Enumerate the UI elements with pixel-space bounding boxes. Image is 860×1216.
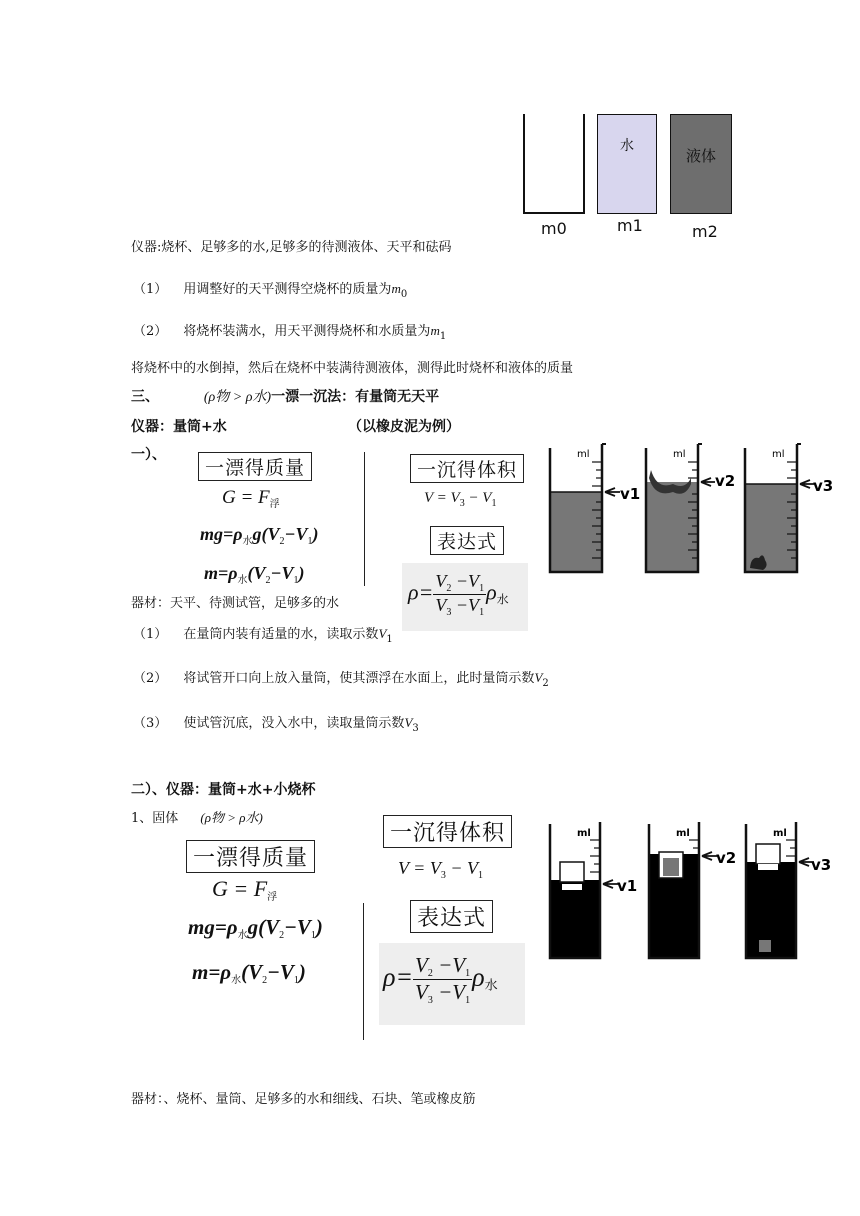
beaker-water xyxy=(597,114,657,214)
sec4-sink-volume-box: 一沉得体积 xyxy=(383,815,512,848)
beaker-liquid xyxy=(670,114,732,214)
step-var: m xyxy=(430,323,440,338)
cylinder-1-ml: ml xyxy=(577,449,590,460)
sec4-density-formula-panel xyxy=(379,943,525,1025)
heading-title: 一漂一沉法：有量筒无天平 xyxy=(271,389,440,405)
formula-g-eq-f: $G = F_浮$ xyxy=(222,487,280,510)
step-number: （2） xyxy=(133,324,168,339)
cylinder-1-water xyxy=(550,492,602,572)
cylinder-c-label: v3 xyxy=(811,856,832,874)
sec4-density-formula: ρ= $\frac{V_2 -V_1}{V_3 -V_1}$ $\rho_水$ xyxy=(383,953,498,1006)
small-beaker-c xyxy=(756,844,780,864)
cylinder-3-ml: ml xyxy=(772,449,785,460)
cylinder-2-ml: ml xyxy=(673,449,686,460)
cylinder-3-label: v3 xyxy=(813,477,834,495)
cylinder-a-ml: ml xyxy=(577,828,591,839)
sec3-step3 xyxy=(133,712,419,734)
step-var: m xyxy=(391,281,401,296)
sec2-step1 xyxy=(133,278,407,300)
cylinder-3-water xyxy=(745,484,797,572)
cylinder-3 xyxy=(745,444,814,572)
sec3-instruments: 仪器：量筒+水 xyxy=(131,419,227,435)
step-text: 使试管沉底，没入水中，读取量筒示数 xyxy=(183,716,405,731)
sec3-step2 xyxy=(133,667,549,689)
label-m1 xyxy=(617,216,643,235)
step-var-sub: 1 xyxy=(439,331,447,342)
sec4-equipment: 器材：、烧杯、量筒、足够多的水和细线、石块、笔或橡皮筋 xyxy=(131,1092,476,1107)
step-var-sub: 0 xyxy=(400,289,408,300)
label-m0-text: m0 xyxy=(541,219,567,238)
cylinder-a xyxy=(550,822,618,958)
cylinder-c xyxy=(746,822,814,958)
expression-box: 表达式 xyxy=(430,526,504,555)
cylinder-1-label: v1 xyxy=(620,485,641,503)
beaker-c-base xyxy=(758,864,778,870)
label-m2 xyxy=(692,222,718,241)
sec4-solid xyxy=(131,807,263,826)
step-number: （2） xyxy=(133,671,168,686)
step-var-sub: 2 xyxy=(542,678,549,689)
sec3-equipment: 器材：天平、待测试管，足够多的水 xyxy=(131,596,340,611)
sec3-step1 xyxy=(133,623,393,645)
cylinder-diagram-2 xyxy=(545,818,835,963)
cylinder-b-label: v2 xyxy=(716,849,737,867)
step-var: V xyxy=(404,715,413,730)
sink-volume-box: 一沉得体积 xyxy=(410,454,524,483)
beaker-liquid-label: 液体 xyxy=(685,147,716,165)
stone-in-beaker xyxy=(663,858,679,876)
sec4-heading: 二）、仪器：量筒+水+小烧杯 xyxy=(131,782,316,798)
label-m2-text: m2 xyxy=(692,222,718,241)
step-var: V xyxy=(378,626,387,641)
heading-condition: (ρ物 > ρ水) xyxy=(203,390,272,405)
sec2-step3: 将烧杯中的水倒掉，然后在烧杯中装满待测液体，测得此时烧杯和液体的质量 xyxy=(131,361,574,376)
formula-mg: $mg=\rho_水g(V_2-V_1)$ xyxy=(200,524,319,547)
formula-v: $V = V_3 - V_1$ xyxy=(424,490,497,509)
stone-sunk xyxy=(759,940,771,952)
sec4-expression-box: 表达式 xyxy=(410,900,493,933)
cylinder-2 xyxy=(646,444,715,572)
cylinder-diagram-1 xyxy=(545,440,835,580)
cylinder-c-ml: ml xyxy=(773,828,787,839)
cylinder-a-water xyxy=(550,880,600,958)
formula-m: $m=\rho_水(V_2-V_1)$ xyxy=(204,563,305,586)
sec3-example: （以橡皮泥为例） xyxy=(348,419,460,435)
beaker-empty xyxy=(523,114,585,214)
float-mass-box: 一漂得质量 xyxy=(198,452,312,481)
step-number: （1） xyxy=(133,627,168,642)
sec4-float-mass-box: 一漂得质量 xyxy=(186,840,315,873)
sec2-instruments: 仪器:烧杯、足够多的水,足够多的待测液体、天平和砝码 xyxy=(131,240,452,255)
cylinder-2-label: v2 xyxy=(715,472,736,490)
density-formula-panel xyxy=(402,563,528,631)
step-text: 将试管开口向上放入量筒，使其漂浮在水面上，此时量筒示数 xyxy=(183,671,535,686)
sec4-formula-mg: $mg=\rho_水g(V_2-V_1)$ xyxy=(188,915,323,941)
label-m0 xyxy=(541,219,567,238)
sec4-formula-g-eq-f: $G = F_浮$ xyxy=(212,876,278,903)
step-text: 将烧杯装满水，用天平测得烧杯和水质量为 xyxy=(183,324,431,339)
density-formula: ρ= $\frac{V_2 -V_1}{V_3 -V_1}$ $\rho_水$ xyxy=(408,571,509,618)
cylinder-b-ml: ml xyxy=(676,828,690,839)
sec4-formula-m: $m=\rho_水(V_2-V_1)$ xyxy=(192,960,306,986)
step-number: （3） xyxy=(133,716,168,731)
beaker-water-label: 水 xyxy=(620,138,634,154)
solid-condition: (ρ物 > ρ水) xyxy=(200,810,263,825)
step-var: V xyxy=(534,670,543,685)
small-beaker-a xyxy=(560,862,584,882)
cylinder-2-water xyxy=(646,482,698,572)
step-var-sub: 3 xyxy=(412,723,419,734)
heading-number: 三、 xyxy=(131,389,159,405)
divider-line xyxy=(364,452,365,586)
step-text: 在量筒内装有适量的水，读取示数 xyxy=(183,627,379,642)
cylinder-b xyxy=(649,822,717,958)
cylinder-1 xyxy=(550,444,620,572)
cylinder-a-label: v1 xyxy=(617,877,638,895)
sec3-heading xyxy=(131,386,439,406)
sec2-step2 xyxy=(133,320,446,342)
sec4-formula-v: $V = V_3 - V_1$ xyxy=(398,858,483,881)
sec4-divider-line xyxy=(363,903,364,1040)
step-var-sub: 1 xyxy=(386,634,393,645)
step-number: （1） xyxy=(133,282,168,297)
label-m1-text: m1 xyxy=(617,216,643,235)
beaker-a-base xyxy=(562,884,582,890)
sec3-sub1: 一）、 xyxy=(131,447,166,463)
step-text: 用调整好的天平测得空烧杯的质量为 xyxy=(183,282,392,297)
solid-label: 1、固体 xyxy=(131,811,179,826)
